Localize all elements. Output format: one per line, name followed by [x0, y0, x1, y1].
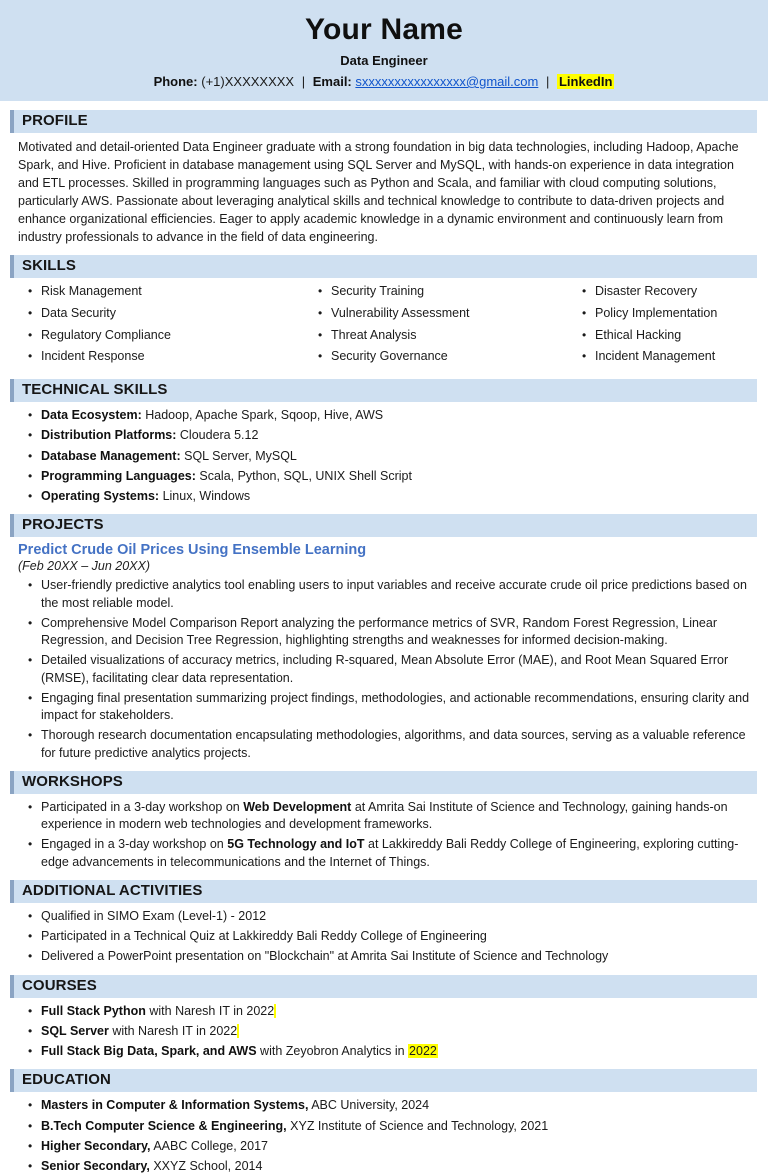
degree-detail: XXYZ School, 2014: [153, 1159, 263, 1173]
skill-item: • Risk Management: [18, 283, 308, 300]
tech-skill-value: Scala, Python, SQL, UNIX Shell Script: [199, 468, 412, 483]
tech-skill-label: Database Management:: [41, 448, 181, 463]
technical-skills-list: [18, 407, 750, 505]
skill-item: • Security Governance: [308, 348, 572, 365]
skills-column-2: [308, 283, 572, 370]
tech-skill-label: Operating Systems:: [41, 489, 160, 503]
workshop-topic: 5G Technology and IoT: [227, 837, 365, 852]
project-name: Predict Crude Oil Prices Using Ensemble Learning: [18, 542, 367, 559]
courses-list: [18, 1003, 750, 1061]
section-header-courses: [10, 975, 757, 998]
project-bullet: • User-friendly predictive analytics tool enabling users to input variables and receive accurate crude oil price predictions based on the most reliable model.: [18, 577, 750, 612]
skill-item: • Threat Analysis: [308, 327, 572, 344]
workshop-text: at Lakkireddy Bali Reddy College of Engineering, exploring cutting-edge advancements in telecommunications and the Internet of Things.: [41, 837, 739, 869]
section-header-education: [10, 1069, 757, 1092]
linkedin-link[interactable]: LinkedIn: [558, 74, 613, 89]
skill-item: • Ethical Hacking: [572, 327, 750, 344]
course-detail: with Naresh IT in 2022: [149, 1003, 275, 1018]
tech-skill-item: [18, 468, 750, 485]
workshop-topic: Web Development: [243, 799, 352, 814]
person-name: Your Name: [305, 13, 463, 46]
section-projects: [0, 514, 768, 762]
skill-item: • Incident Management: [572, 348, 750, 365]
section-title-education: EDUCATION: [22, 1071, 111, 1089]
skill-item: • Security Training: [308, 283, 572, 300]
degree-name: Higher Secondary,: [41, 1138, 151, 1153]
skill-item: • Data Security: [18, 305, 308, 322]
course-item: [18, 1003, 750, 1020]
education-item: [18, 1118, 750, 1135]
section-workshops: [0, 771, 768, 871]
email-link[interactable]: sxxxxxxxxxxxxxxxx@gmail.com: [355, 74, 539, 89]
section-title-skills: SKILLS: [22, 257, 76, 274]
tech-skill-value: Linux, Windows: [162, 489, 251, 503]
activity-item: • Participated in a Technical Quiz at Lakkireddy Bali Reddy College of Engineering: [18, 928, 750, 945]
course-highlight: 2022: [409, 1044, 437, 1058]
workshop-text: at Amrita Sai Institute of Science and Technology, gaining hands-on experience in modern web technologies and development frameworks.: [41, 799, 728, 831]
skills-column-3: [572, 283, 750, 370]
course-name: Full Stack Python: [41, 1003, 146, 1018]
section-title-workshops: WORKSHOPS: [22, 772, 123, 790]
phone-value: (+1)XXXXXXXX: [201, 74, 295, 89]
education-list: [18, 1097, 750, 1175]
project-bullets: [18, 577, 750, 762]
tech-skill-label: Distribution Platforms:: [41, 428, 177, 443]
course-item: [18, 1043, 750, 1060]
email-label: Email:: [312, 74, 352, 89]
activity-item: • Qualified in SIMO Exam (Level-1) - 2012: [18, 908, 750, 925]
education-item: [18, 1097, 750, 1114]
section-header-projects: [10, 514, 757, 537]
separator: |: [545, 74, 550, 89]
degree-name: Masters in Computer & Information Systems,: [41, 1098, 309, 1113]
skill-item: • Policy Implementation: [572, 305, 750, 322]
phone-label: Phone:: [153, 74, 198, 89]
course-detail: with Zeyobron Analytics in: [260, 1044, 405, 1058]
workshop-item: [18, 836, 750, 871]
project-bullet: • Comprehensive Model Comparison Report analyzing the performance metrics of SVR, Random Forest Regression, Linear Regression, and Decision Tree Regression, highlighting strengths and weaknesses for informed decision-making.: [18, 615, 750, 650]
section-header-additional-activities: [10, 880, 757, 903]
section-header-profile: [10, 110, 757, 133]
section-education: [0, 1069, 768, 1175]
tech-skill-value: Hadoop, Apache Spark, Sqoop, Hive, AWS: [145, 408, 384, 422]
profile-text: Motivated and detail-oriented Data Engineer graduate with a strong foundation in big data technologies, including Hadoop, Apache Spark, and Hive. Proficient in database management using SQL Server and MySQL, with hands-on experience in data integration and ETL processes. Skilled in programming languages such as Python and Scala, and familiar with cloud computing solutions, particularly AWS. Passionate about leveraging analytical skills and technical knowledge to contribute to data-driven projects and enhance organizational efficiencies. Eager to apply academic knowledge in a dynamic environment and continuously learn from industry professionals to advance in the field of data engineering.: [18, 140, 739, 244]
course-highlight: [274, 1004, 276, 1018]
tech-skill-label: Programming Languages:: [41, 468, 196, 483]
activity-item: • Delivered a PowerPoint presentation on "Blockchain" at Amrita Sai Institute of Science and Technology: [18, 948, 750, 965]
section-additional-activities: [0, 880, 768, 966]
contact-line: [10, 74, 758, 89]
workshop-item: [18, 799, 750, 834]
degree-detail: ABC University, 2024: [311, 1098, 430, 1113]
course-name: Full Stack Big Data, Spark, and AWS: [41, 1044, 257, 1058]
job-title: Data Engineer: [340, 53, 428, 68]
resume-header: [0, 0, 768, 101]
skills-columns: [18, 283, 750, 370]
separator: |: [301, 74, 306, 89]
section-title-projects: PROJECTS: [22, 516, 104, 534]
skill-item: • Vulnerability Assessment: [308, 305, 572, 322]
tech-skill-item: [18, 488, 750, 505]
section-title-courses: COURSES: [22, 976, 97, 994]
project-date-range: (Feb 20XX – Jun 20XX): [18, 559, 151, 574]
skills-column-1: [18, 283, 308, 370]
course-item: [18, 1023, 750, 1040]
course-highlight: [237, 1024, 239, 1038]
section-header-technical-skills: [10, 379, 757, 402]
section-profile: [0, 110, 768, 246]
tech-skill-item: [18, 407, 750, 424]
section-skills: [0, 255, 768, 370]
section-technical-skills: [0, 379, 768, 505]
workshops-list: [18, 799, 750, 871]
project-bullet: • Thorough research documentation encapsulating methodologies, algorithms, and data sources, serving as a valuable reference for future predictive analytics projects.: [18, 727, 750, 762]
degree-name: B.Tech Computer Science & Engineering,: [41, 1118, 287, 1133]
section-header-workshops: [10, 771, 757, 794]
tech-skill-label: Data Ecosystem:: [41, 408, 142, 422]
course-detail: with Naresh IT in 2022: [112, 1023, 238, 1038]
course-name: SQL Server: [41, 1023, 109, 1038]
section-courses: [0, 975, 768, 1061]
project-bullet: • Engaging final presentation summarizing project findings, methodologies, and actionable recommendations, ensuring clarity and impact for stakeholders.: [18, 690, 750, 725]
tech-skill-item: [18, 448, 750, 465]
tech-skill-value: Cloudera 5.12: [179, 428, 259, 443]
degree-name: Senior Secondary,: [41, 1159, 150, 1173]
skill-item: • Regulatory Compliance: [18, 327, 308, 344]
degree-detail: XYZ Institute of Science and Technology, 2021: [290, 1118, 549, 1133]
tech-skill-value: SQL Server, MySQL: [184, 448, 297, 463]
workshop-text: Participated in a 3-day workshop on: [41, 799, 240, 814]
degree-detail: AABC College, 2017: [153, 1138, 268, 1153]
education-item: [18, 1138, 750, 1155]
section-title-additional-activities: ADDITIONAL ACTIVITIES: [22, 881, 203, 899]
workshop-text: Engaged in a 3-day workshop on: [41, 837, 224, 852]
skill-item: • Disaster Recovery: [572, 283, 750, 300]
section-title-profile: PROFILE: [22, 112, 88, 129]
education-item: [18, 1158, 750, 1175]
additional-activities-list: [18, 908, 750, 966]
skill-item: • Incident Response: [18, 348, 308, 365]
section-title-technical-skills: TECHNICAL SKILLS: [22, 381, 168, 398]
tech-skill-item: [18, 427, 750, 444]
project-bullet: • Detailed visualizations of accuracy metrics, including R-squared, Mean Absolute Error (MAE), and Root Mean Squared Error (RMSE), facilitating clear data representation.: [18, 652, 750, 687]
section-header-skills: [10, 255, 757, 278]
